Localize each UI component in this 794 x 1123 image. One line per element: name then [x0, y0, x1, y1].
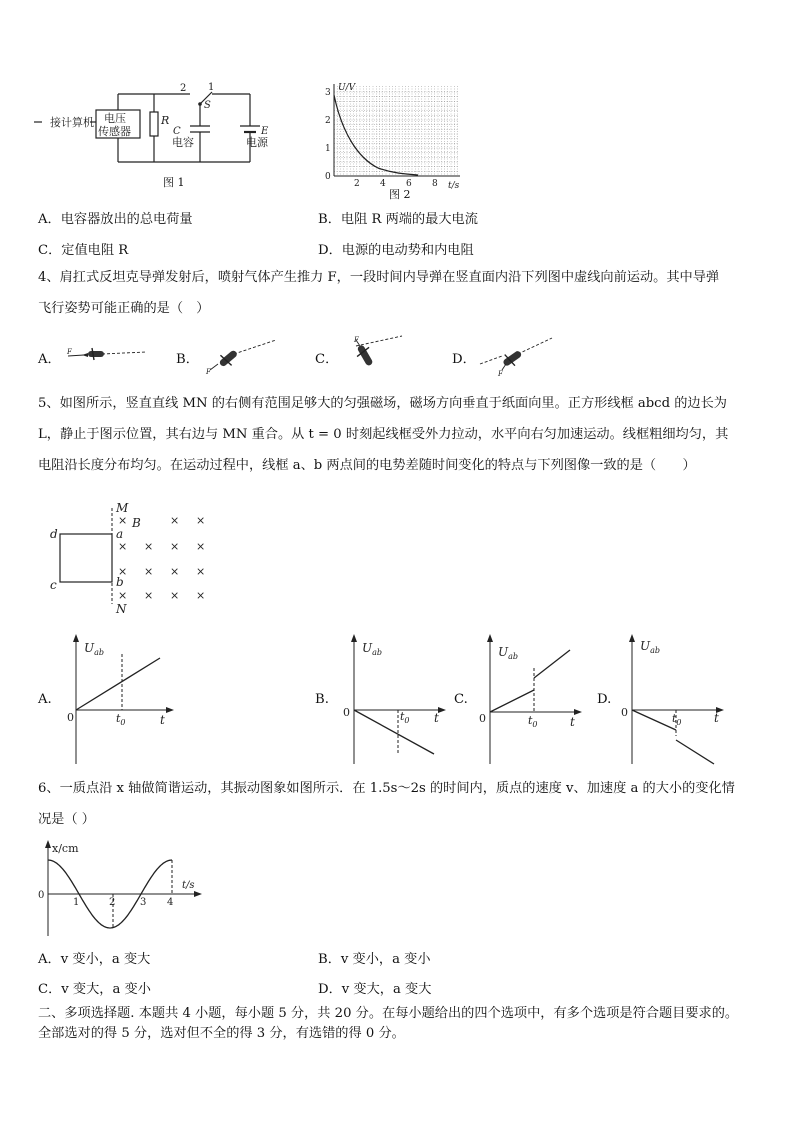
field-cross-mark: ×: [170, 565, 180, 578]
field-cross-mark: ×: [144, 540, 154, 553]
field-cross-mark: ×: [144, 565, 154, 578]
q5-b-t0: t: [400, 710, 405, 723]
q4-option-b-label[interactable]: B．: [176, 352, 199, 367]
q5-a-t0sub: 0: [120, 718, 126, 727]
field-cross-mark: ×: [144, 589, 154, 602]
q6-option-a[interactable]: A．v 变小，a 变大: [38, 952, 151, 967]
label-B: B: [132, 516, 141, 530]
q5-d-t0sub: 0: [676, 718, 682, 727]
label-c: c: [50, 578, 57, 592]
label-a: a: [116, 527, 124, 541]
q4-option-d-label[interactable]: D．: [452, 352, 476, 367]
svg-text:t0: [528, 714, 538, 729]
label-N: N: [116, 602, 127, 616]
q5-text-line1: 5、如图所示，竖直直线 MN 的右侧有范围足够大的匀强磁场，磁场方向垂直于纸面向里。正方形线框 abcd 的边长为: [38, 396, 727, 411]
osc-ylabel: x/cm: [52, 842, 79, 855]
figure-1-caption: 图 1: [163, 176, 185, 189]
ut-ytick-3: 3: [325, 88, 331, 98]
section2-line1: 二、多项选择题. 本题共 4 小题，每小题 5 分，共 20 分。在每小题给出的四个选项中，有多个选项是符合题目要求的。: [38, 1006, 739, 1021]
top-option-a[interactable]: A．电容器放出的总电荷量: [38, 212, 193, 227]
svg-text:Uab: [84, 641, 104, 657]
q5-option-b-label[interactable]: B.: [315, 692, 329, 707]
q5-graph-b: [340, 632, 450, 766]
field-cross-mark: ×: [196, 565, 206, 578]
q5-graph-d: [618, 632, 728, 766]
osc-xlabel: t/s: [182, 880, 195, 891]
capacitor-letter: C: [173, 126, 181, 137]
q5-d-ylabel: U: [640, 639, 651, 653]
field-cross-mark: ×: [118, 589, 128, 602]
svg-text:Uab: [498, 645, 518, 661]
section2-line2: 全部选对的得 5 分，选对但不全的得 3 分，有选错的得 0 分。: [38, 1026, 405, 1041]
q4-b-force-label: F: [206, 368, 211, 376]
ut-ylabel: U/V: [338, 83, 356, 93]
q5-b-ysub: ab: [372, 648, 383, 657]
ut-ytick-2: 2: [325, 116, 331, 126]
q5-a-t0: t: [116, 712, 121, 725]
field-cross-mark: ×: [196, 540, 206, 553]
q5-c-origin: 0: [479, 712, 486, 725]
q5-text-line2: L，静止于图示位置，其右边与 MN 重合。从 t = 0 时刻起线框受外力拉动，水平向右匀加速运动。线框粗细均匀，其: [38, 427, 729, 442]
computer-label: 接计算机: [50, 116, 94, 129]
q6-option-b[interactable]: B．v 变小，a 变小: [318, 952, 431, 967]
q5-b-xlabel: t: [434, 711, 439, 725]
ut-xtick-8: 8: [432, 179, 438, 189]
label-M: M: [116, 501, 129, 515]
svg-text:t0: [672, 712, 682, 727]
q5-c-t0: t: [528, 714, 533, 727]
field-cross-mark: ×: [118, 514, 128, 527]
q4-d-force-label: F: [498, 370, 503, 378]
q5-c-xlabel: t: [570, 715, 575, 729]
field-cross-mark: ×: [118, 565, 128, 578]
q5-a-ysub: ab: [94, 648, 105, 657]
q4-a-force-label: F: [67, 348, 72, 356]
sensor-label-1: 电压: [104, 112, 126, 125]
source-label: 电源: [246, 136, 268, 149]
q4-text-line1: 4、肩扛式反坦克导弹发射后，喷射气体产生推力 F，一段时间内导弹在竖直面内沿下列图中虚线向前运动。其中导弹: [38, 270, 720, 285]
q5-d-origin: 0: [621, 706, 628, 719]
resistor-label: R: [161, 114, 170, 127]
top-option-b[interactable]: B．电阻 R 两端的最大电流: [318, 212, 478, 227]
field-cross-mark: ×: [170, 514, 180, 527]
field-cross-mark: ×: [170, 540, 180, 553]
q5-option-c-label[interactable]: C.: [454, 692, 468, 707]
switch-pos2-label: 2: [180, 83, 187, 94]
q6-text-line2: 况是（ ）: [38, 812, 95, 827]
q4-text-line2: 飞行姿势可能正确的是（ ）: [38, 301, 210, 316]
svg-text:t0: [116, 712, 126, 727]
q6-option-d[interactable]: D．v 变大，a 变大: [318, 982, 432, 997]
osc-xtick-4: 4: [167, 897, 174, 908]
ut-xtick-2: 2: [354, 179, 360, 189]
q5-b-ylabel: U: [362, 641, 373, 655]
oscillation-graph: [34, 838, 204, 938]
q4-c-force-label: F: [354, 336, 359, 344]
q5-a-ylabel: U: [84, 641, 95, 655]
ut-ytick-0: 0: [325, 172, 331, 182]
ut-xtick-4: 4: [380, 179, 386, 189]
ut-xlabel: t/s: [448, 181, 460, 191]
q6-text-line1: 6、一质点沿 x 轴做简谐运动，其振动图象如图所示．在 1.5s～2s 的时间内，质点的速度 v、加速度 a 的大小的变化情: [38, 781, 735, 796]
q5-b-t0sub: 0: [404, 716, 410, 725]
switch-label: S: [204, 100, 211, 111]
q5-d-ysub: ab: [650, 646, 661, 655]
field-cross-mark: ×: [196, 514, 206, 527]
q5-d-xlabel: t: [714, 711, 719, 725]
field-cross-mark: ×: [118, 540, 128, 553]
svg-text:Uab: [362, 641, 382, 657]
switch-pos1-label: 1: [208, 82, 215, 93]
q6-option-c[interactable]: C．v 变大，a 变小: [38, 982, 151, 997]
q5-graph-c: [476, 632, 586, 766]
top-option-c[interactable]: C．定值电阻 R: [38, 243, 129, 258]
q5-b-origin: 0: [343, 706, 350, 719]
osc-xtick-2: 2: [109, 897, 116, 908]
magnetic-field-figure: [40, 498, 220, 618]
svg-text:Uab: [640, 639, 660, 655]
q5-c-ysub: ab: [508, 652, 519, 661]
label-d: d: [50, 527, 58, 541]
q4-option-a-label[interactable]: A．: [38, 352, 61, 367]
q4-option-d-missile: [476, 334, 556, 378]
ut-xtick-6: 6: [406, 179, 412, 189]
q5-d-t0: t: [672, 712, 677, 725]
osc-origin: 0: [38, 890, 45, 901]
q4-option-c-label[interactable]: C．: [315, 352, 339, 367]
q5-graph-a: [62, 632, 178, 766]
q4-option-c-missile: [336, 334, 406, 378]
field-cross-mark: ×: [170, 589, 180, 602]
label-b: b: [116, 575, 124, 589]
figure-2-caption: 图 2: [389, 188, 411, 201]
capacitor-label: 电容: [172, 136, 194, 149]
svg-text:t0: [400, 710, 410, 725]
q5-option-d-label[interactable]: D.: [597, 692, 612, 707]
q5-c-t0sub: 0: [532, 720, 538, 729]
q5-c-ylabel: U: [498, 645, 509, 659]
q4-option-b-missile: [198, 336, 278, 376]
field-cross-mark: ×: [196, 589, 206, 602]
ut-ytick-1: 1: [325, 144, 331, 154]
q5-a-origin: 0: [67, 711, 74, 724]
ut-graph: [318, 78, 464, 192]
circuit-figure: [30, 82, 290, 192]
source-letter: E: [261, 126, 269, 137]
q5-option-a-label[interactable]: A.: [38, 692, 52, 707]
osc-xtick-1: 1: [73, 897, 80, 908]
q5-text-line3: 电阻沿长度分布均匀。在运动过程中，线框 a、b 两点间的电势差随时间变化的特点与下列图像一致的是（ ）: [38, 458, 696, 473]
q4-option-a-missile: [62, 340, 148, 370]
top-option-d[interactable]: D．电源的电动势和内电阻: [318, 243, 474, 258]
osc-xtick-3: 3: [140, 897, 147, 908]
q5-a-xlabel: t: [160, 713, 165, 727]
sensor-label-2: 传感器: [98, 125, 131, 138]
